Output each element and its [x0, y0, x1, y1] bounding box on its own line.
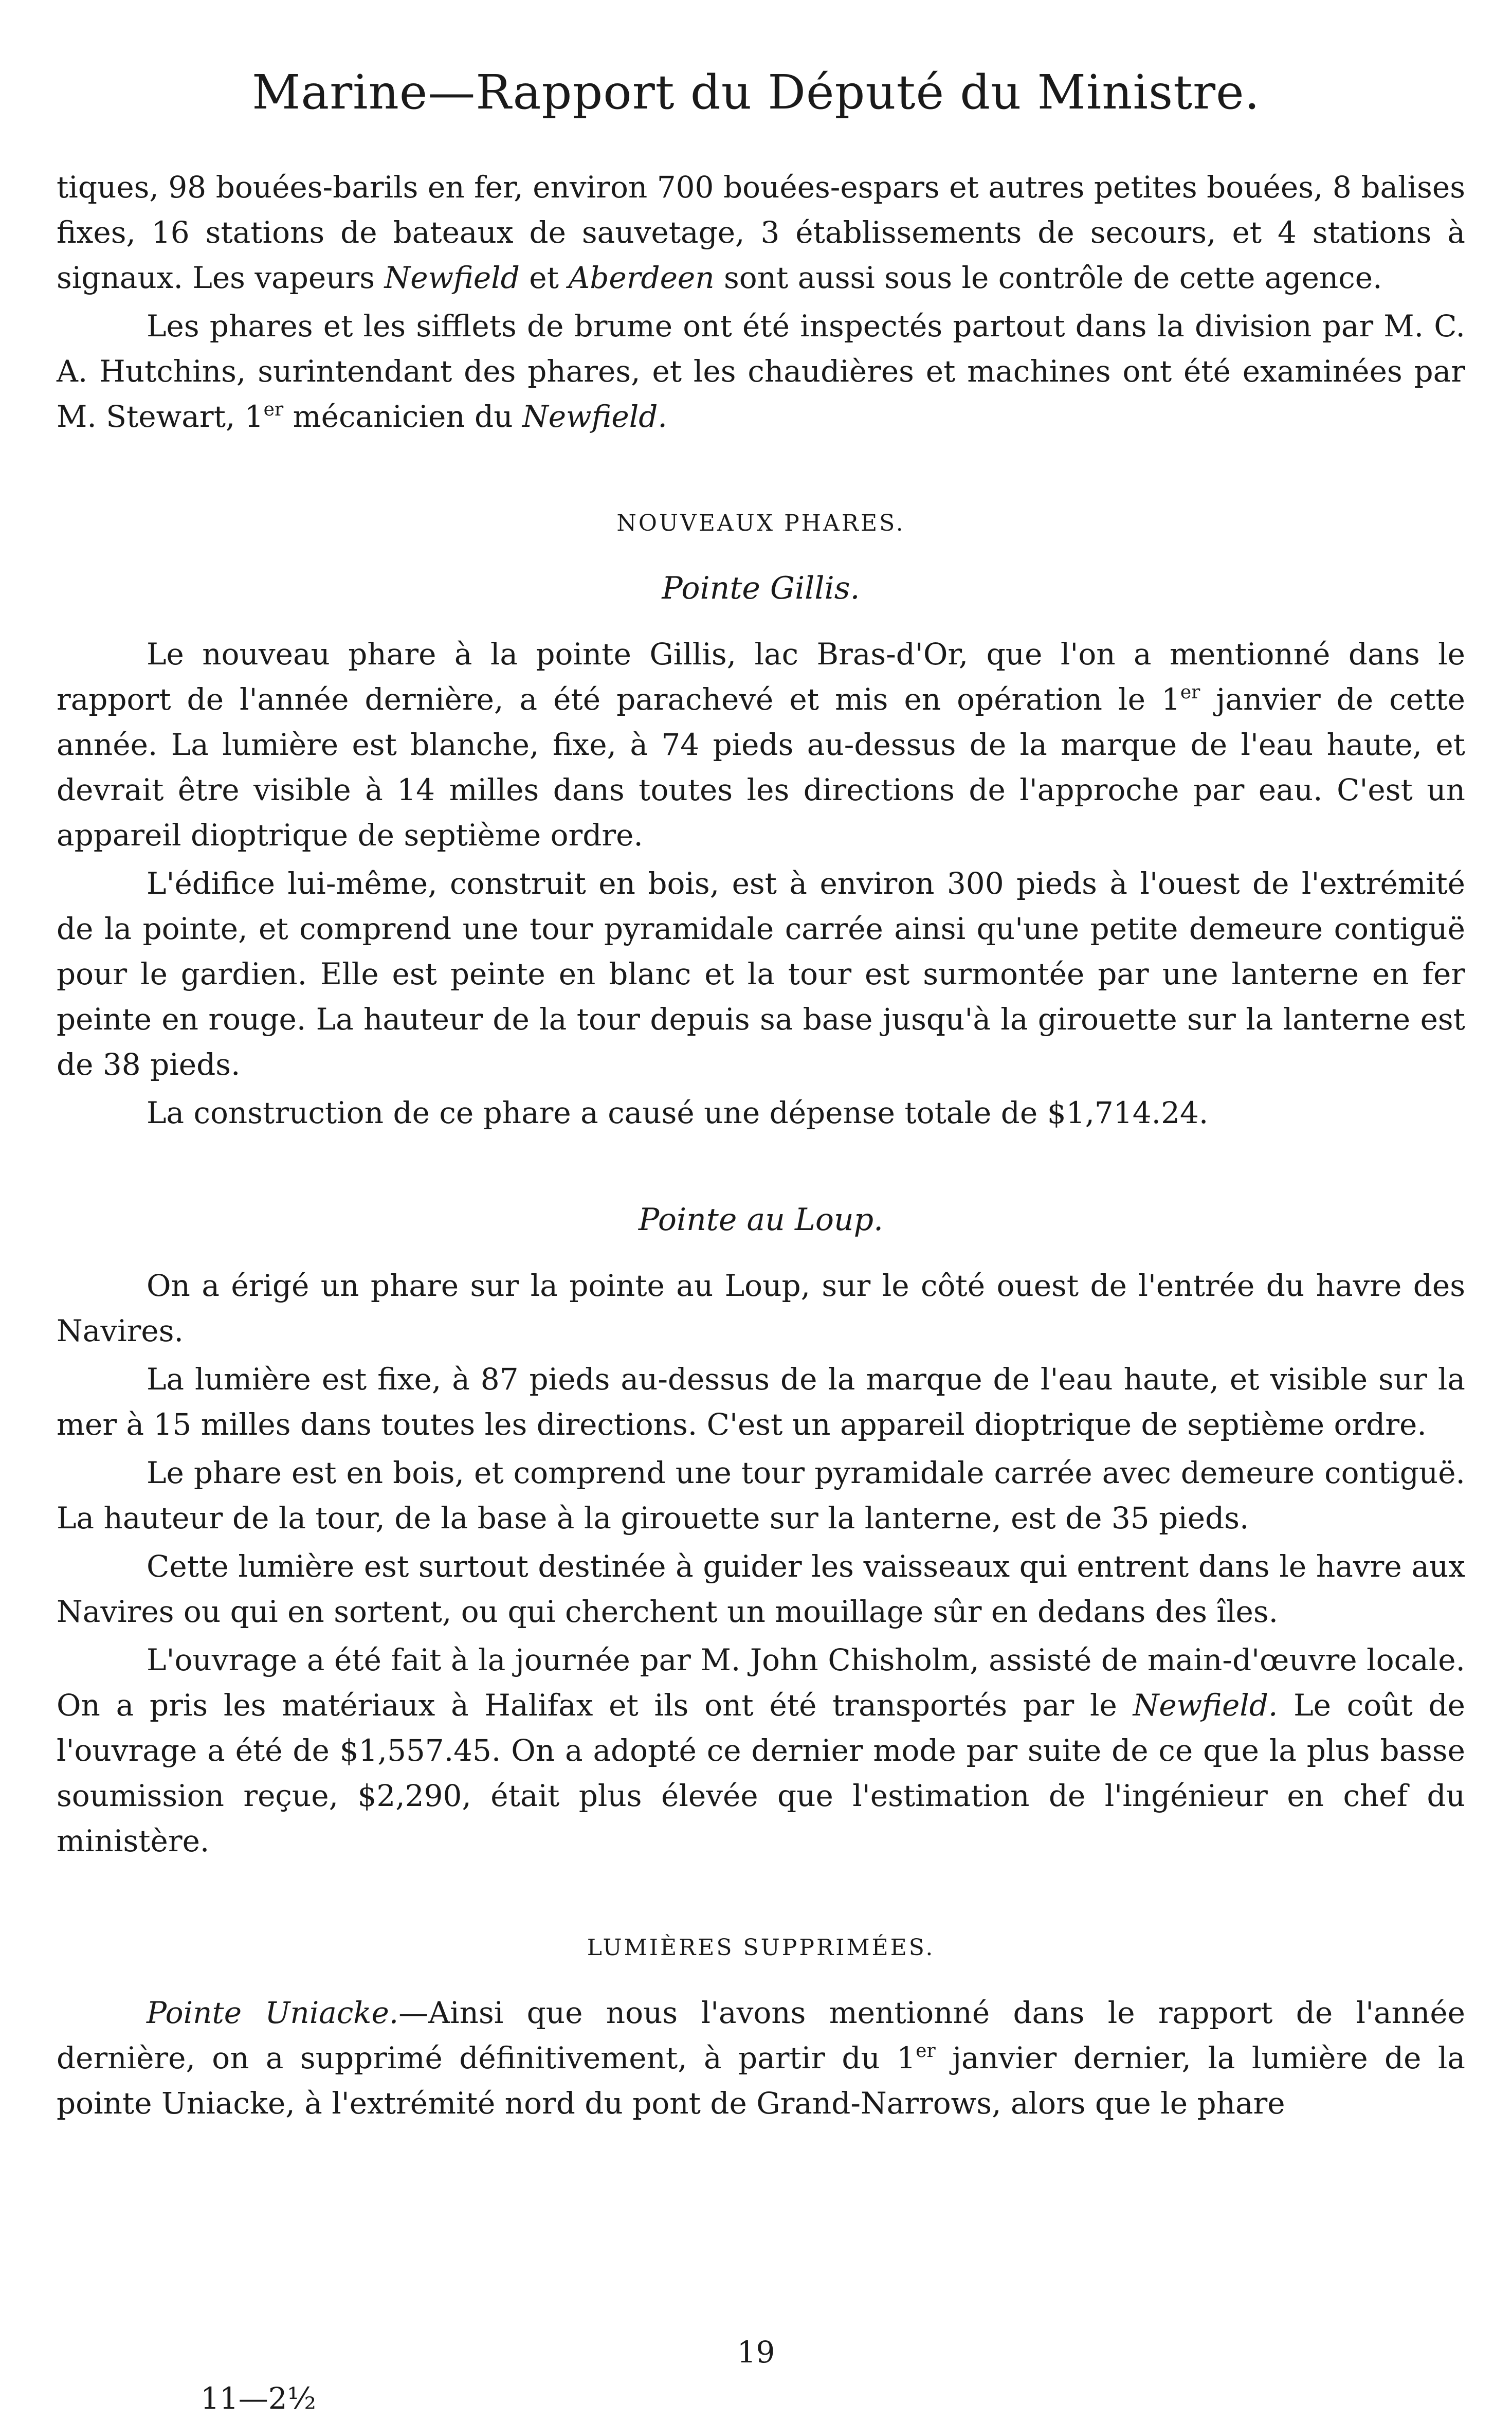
paragraph-loup-light: La lumière est fixe, à 87 pieds au-dessus de la marque de l'eau haute, et visible sur la mer à 15 milles dans toutes les directions. C'est un appareil dioptrique de septième ordre.: [57, 1362, 1465, 1442]
subheading-pointe-au-loup: Pointe au Loup.: [638, 1202, 884, 1238]
text-run: Les phares et les sifflets de brume ont été inspectés partout dans la division par M. C. A. Hutchins, surintendant des phares, et les chaudières et machines ont été examinées par M. Stewart, 1: [57, 309, 1465, 434]
paragraph-uniacke: [57, 1990, 1465, 2126]
page-number: 19: [737, 2335, 775, 2370]
paragraph-gillis-building: L'édifice lui-même, construit en bois, est à environ 300 pieds à l'ouest de l'extrémité de la pointe, et comprend une tour pyramidale carrée ainsi qu'une petite demeure contiguë pour le gardien. Elle est peinte en blanc et la tour est surmontée par une lanterne en fer peinte en rouge. La hauteur de la tour depuis sa base jusqu'à la girouette sur la lanterne est de 38 pieds.: [57, 866, 1465, 1082]
section-heading-lumieres-supprimees: LUMIÈRES SUPPRIMÉES.: [587, 1935, 935, 1961]
paragraph-loup-erected: On a érigé un phare sur la pointe au Loup, sur le côté ouest de l'entrée du havre des Navires.: [57, 1268, 1465, 1348]
superscript: er: [916, 2040, 936, 2062]
paragraph-inspection: [57, 303, 1465, 439]
paragraph-gillis-cost: La construction de ce phare a causé une dépense totale de $1,714.24.: [147, 1095, 1209, 1130]
text-run: et: [519, 260, 569, 295]
section-heading-nouveaux-phares: NOUVEAUX PHARES.: [616, 510, 905, 536]
place-name: Pointe Uniacke.: [147, 1995, 399, 2030]
ship-name: Newfield: [384, 260, 520, 295]
text-run: Le nouveau phare à la pointe Gillis, lac Bras-d'Or, que l'on a mentionné dans le rapport de l'année dernière, a été parachevé et mis en opération le 1: [57, 637, 1465, 717]
paragraph-continuation: [57, 165, 1465, 300]
paragraph-loup-work: [57, 1637, 1465, 1864]
ship-name: Newfield.: [1133, 1688, 1278, 1723]
superscript: er: [263, 399, 284, 420]
running-header: Marine—Rapport du Député du Ministre.: [252, 65, 1260, 120]
signature-mark: 11—2½: [201, 2381, 316, 2416]
text-run: sont aussi sous le contrôle de cette agence.: [714, 260, 1382, 295]
text-run: tiques, 98 bouées-barils en fer, environ 700 bouées-espars et autres petites bouées, 8 balises fixes, 16 stations de bateaux de sauvetage, 3 établissements de secours, et 4 stations à signaux. Les vapeurs: [57, 170, 1465, 295]
body-text: [57, 165, 1465, 2129]
superscript: er: [1180, 682, 1200, 703]
text-run: L'ouvrage a été fait à la journée par M. John Chisholm, assisté de main-d'œuvre locale. On a pris les matériaux à Halifax et ils ont été transportés par le: [57, 1642, 1465, 1723]
text-run: mécanicien du: [283, 399, 522, 434]
text-run: Le coût de l'ouvrage a été de $1,557.45. On a adopté ce dernier mode par suite de ce que la plus basse soumission reçue, $2,290, était plus élevée que l'estimation de l'ingénieur en chef du ministère.: [57, 1688, 1465, 1858]
ship-name: Newfield.: [522, 399, 667, 434]
text-run: janvier de cette année. La lumière est blanche, fixe, à 74 pieds au-dessus de la marque de l'eau haute, et devrait être visible à 14 milles dans toutes les directions de l'approche par eau. C'est un appareil dioptrique de septième ordre.: [57, 682, 1465, 853]
paragraph-loup-tower: Le phare est en bois, et comprend une tour pyramidale carrée avec demeure contiguë. La hauteur de la tour, de la base à la girouette sur la lanterne, est de 35 pieds.: [57, 1455, 1465, 1536]
paragraph-gillis-light: [57, 631, 1465, 858]
text-run: —Ainsi que nous l'avons mentionné dans le rapport de l'année dernière, on a supprimé définitivement, à partir du 1: [57, 1995, 1465, 2075]
subheading-pointe-gillis: Pointe Gillis.: [662, 570, 860, 606]
paragraph-loup-purpose: Cette lumière est surtout destinée à guider les vaisseaux qui entrent dans le havre aux Navires ou qui en sortent, ou qui cherchent un mouillage sûr en dedans des îles.: [57, 1549, 1465, 1629]
ship-name: Aberdeen: [568, 260, 715, 295]
text-run: janvier dernier, la lumière de la pointe Uniacke, à l'extrémité nord du pont de Grand-Narrows, alors que le phare: [57, 2040, 1465, 2121]
